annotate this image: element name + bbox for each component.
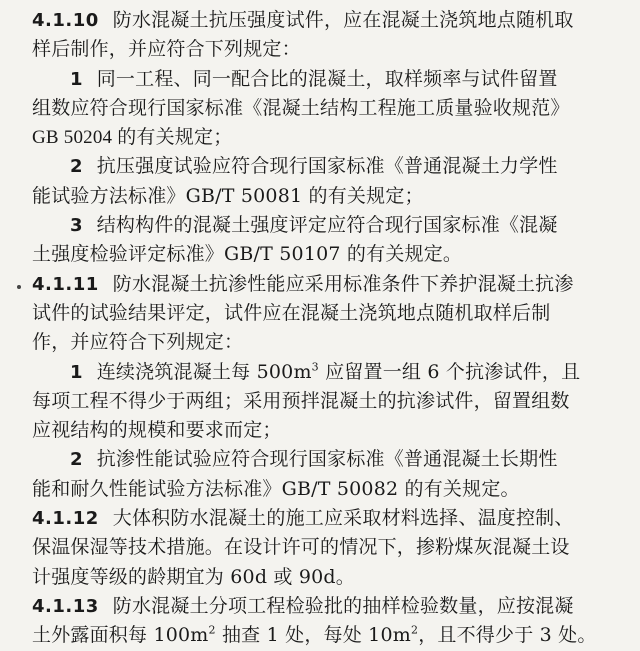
clause-text: 抽查 1 处，每处 10m — [215, 624, 411, 647]
clause-line — [32, 621, 626, 650]
item-text: 结构构件的混凝土强度评定应符合现行国家标准《混凝 — [96, 214, 558, 237]
clause-4-1-10 — [32, 6, 626, 270]
item-line — [32, 65, 626, 94]
clause-line — [32, 270, 626, 299]
clause-line — [32, 6, 626, 35]
item-number: 1 — [70, 361, 83, 383]
superscript: 3 — [311, 360, 319, 374]
clause-text: 防水混凝土抗压强度试件，应在混凝土浇筑地点随机取 — [112, 9, 574, 31]
clause-text: 大体积防水混凝土的施工应采取材料选择、温度控制、 — [112, 507, 574, 530]
margin-dot — [17, 285, 21, 289]
superscript: 2 — [410, 623, 419, 637]
item-text: 抗渗性能试验应符合现行国家标准《普通混凝土长期性 — [96, 448, 558, 471]
superscript: 2 — [208, 623, 216, 637]
clause-line: 作，并应符合下列规定： — [32, 331, 244, 354]
clause-line: 计强度等级的龄期宜为 60d 或 90d。 — [32, 565, 355, 588]
item-line — [32, 152, 626, 181]
item-line: 应视结构的规模和要求而定； — [32, 419, 282, 442]
clause-text: 防水混凝土分项工程检验批的抽样检验数量，应按混凝 — [112, 594, 574, 617]
item-line: 每项工程不得少于两组；采用预拌混凝土的抗渗试件，留置组数 — [32, 389, 570, 412]
clause-4-1-11 — [32, 270, 626, 504]
clause-number: 4.1.12 — [32, 508, 99, 530]
item-number: 2 — [70, 449, 83, 471]
item-line: 组数应符合现行国家标准《混凝土结构工程施工质量验收规范》 — [32, 96, 570, 119]
item-line — [32, 358, 626, 387]
item-line: 土强度检验评定标准》GB/T 50107 的有关规定。 — [32, 243, 463, 266]
clause-line — [32, 504, 626, 533]
item-text: 同一工程、同一配合比的混凝土，取样频率与试件留置 — [96, 67, 558, 90]
item-number: 3 — [70, 215, 83, 237]
clause-number: 4.1.11 — [32, 273, 99, 295]
clause-number: 4.1.10 — [32, 10, 99, 31]
clause-line — [32, 592, 626, 621]
item-text: 抗压强度试验应符合现行国家标准《普通混凝土力学性 — [96, 155, 558, 178]
clause-text: 土外露面积每 100m — [32, 624, 209, 647]
clause-line: 保温保湿等技术措施。在设计许可的情况下，掺粉煤灰混凝土设 — [32, 536, 570, 559]
item-line — [32, 211, 626, 240]
clause-4-1-12 — [32, 504, 626, 592]
item-line — [32, 445, 626, 474]
clause-text: ，且不得少于 3 处。 — [418, 624, 597, 647]
clause-line: 样后制作，并应符合下列规定： — [32, 38, 301, 61]
clause-4-1-13 — [32, 592, 626, 651]
clause-text: 防水混凝土抗渗性能应采用标准条件下养护混凝土抗渗 — [112, 272, 574, 295]
item-line: GB 50204 的有关规定； — [32, 127, 233, 149]
clause-number: 4.1.13 — [32, 595, 99, 617]
item-number: 1 — [70, 68, 83, 90]
item-line: 能试验方法标准》GB/T 50081 的有关规定； — [32, 184, 424, 207]
item-number: 2 — [70, 156, 83, 178]
item-text: 应留置一组 6 个抗渗试件，且 — [318, 360, 581, 383]
item-text: 连续浇筑混凝土每 500m — [96, 360, 312, 383]
clause-line: 试件的试验结果评定，试件应在混凝土浇筑地点随机取样后制 — [32, 301, 551, 324]
item-line: 能和耐久性能试验方法标准》GB/T 50082 的有关规定。 — [32, 477, 520, 500]
